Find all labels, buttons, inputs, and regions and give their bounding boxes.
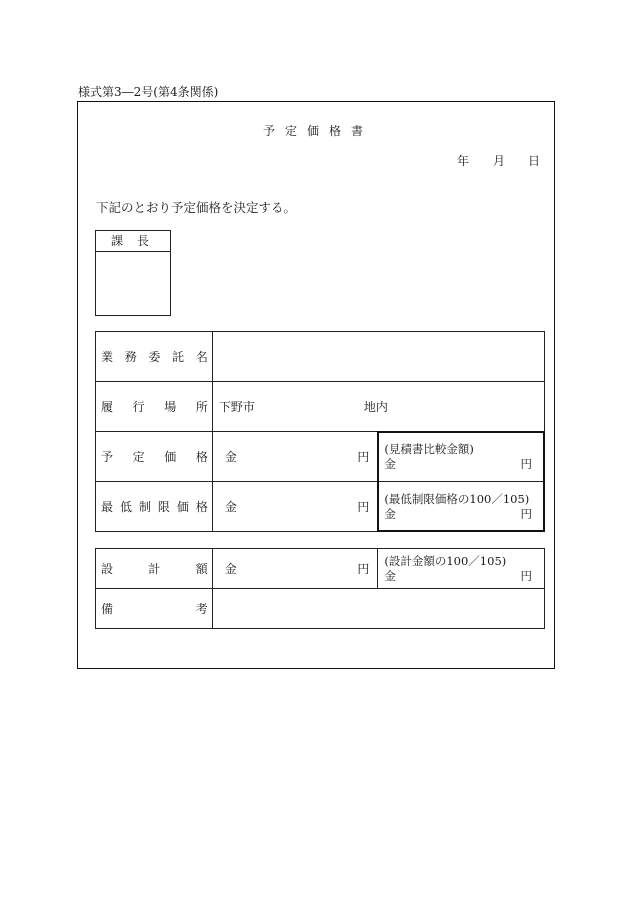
label-cell [96, 332, 213, 382]
yen-label: 円 [520, 568, 532, 583]
label-char: 名 [195, 350, 208, 364]
design-amount-field[interactable] [212, 549, 378, 589]
stamp-box-label: 課長 [96, 231, 170, 252]
label-cell [96, 589, 213, 629]
document-title: 予定価格書 [262, 124, 373, 138]
yen-label: 円 [357, 500, 370, 514]
label-char: 最 [101, 500, 114, 514]
location-suffix: 地内 [363, 400, 388, 414]
table-row [96, 482, 545, 532]
label-char: 格 [195, 500, 208, 514]
label-char: 価 [176, 500, 189, 514]
comparison-amount-cell[interactable] [378, 432, 545, 482]
label-char: 低 [119, 500, 132, 514]
label-char: 履 [101, 400, 114, 414]
minimum-price-field[interactable] [212, 482, 378, 532]
label-text [101, 398, 208, 415]
contract-name-field[interactable] [212, 332, 544, 382]
table-row [96, 332, 545, 382]
yen-label: 円 [357, 562, 370, 576]
yen-label: 円 [520, 506, 532, 521]
yen-label: 円 [357, 450, 370, 464]
table-row [96, 432, 545, 482]
label-char: 計 [148, 562, 161, 576]
label-char: 格 [195, 450, 208, 464]
planned-price-field[interactable] [212, 432, 378, 482]
label-text [101, 560, 208, 577]
location-field[interactable] [212, 382, 544, 432]
kin-label: 金 [384, 568, 396, 583]
label-char: 行 [132, 400, 145, 414]
remarks-field[interactable] [212, 589, 544, 629]
label-text [101, 498, 208, 515]
label-cell [96, 382, 213, 432]
kin-label: 金 [384, 506, 396, 521]
label-char: 価 [164, 450, 177, 464]
label-char: 委 [148, 350, 161, 364]
design-ratio-cell[interactable] [378, 549, 545, 589]
note-title: (見積書比較金額) [384, 441, 474, 456]
yen-label: 円 [520, 456, 532, 471]
form-number: 様式第3―2号(第4条関係) [78, 85, 219, 99]
label-char: 設 [101, 562, 114, 576]
kin-label: 金 [224, 500, 237, 514]
label-cell [96, 432, 213, 482]
label-char: 予 [101, 450, 114, 464]
label-cell [96, 549, 213, 589]
label-char: 制 [138, 500, 151, 514]
label-char: 備 [101, 602, 114, 616]
label-cell [96, 482, 213, 532]
label-text [101, 600, 208, 617]
note-title: (設計金額の100／105) [384, 553, 507, 568]
minimum-ratio-cell[interactable] [378, 482, 545, 532]
label-char: 限 [157, 500, 170, 514]
label-char: 託 [172, 350, 185, 364]
note-title: (最低制限価格の100／105) [384, 491, 530, 506]
price-table [95, 331, 545, 532]
lead-text: 下記のとおり予定価格を決定する。 [96, 200, 297, 215]
design-table [95, 548, 545, 629]
approval-stamp-box [95, 230, 171, 316]
kin-label: 金 [384, 456, 396, 471]
label-char: 考 [195, 602, 208, 616]
label-text [101, 448, 208, 465]
table-row [96, 382, 545, 432]
label-char: 務 [124, 350, 137, 364]
kin-label: 金 [224, 450, 237, 464]
label-char: 定 [132, 450, 145, 464]
label-char: 所 [195, 400, 208, 414]
label-char: 業 [101, 350, 114, 364]
table-row [96, 589, 545, 629]
label-text [101, 348, 208, 365]
label-char: 額 [195, 562, 208, 576]
date-month-label: 月 [493, 154, 506, 168]
table-row [96, 549, 545, 589]
date-day-label: 日 [528, 154, 541, 168]
label-char: 場 [164, 400, 177, 414]
date-year-label: 年 [457, 154, 470, 168]
city-text: 下野市 [218, 400, 255, 414]
kin-label: 金 [224, 562, 237, 576]
